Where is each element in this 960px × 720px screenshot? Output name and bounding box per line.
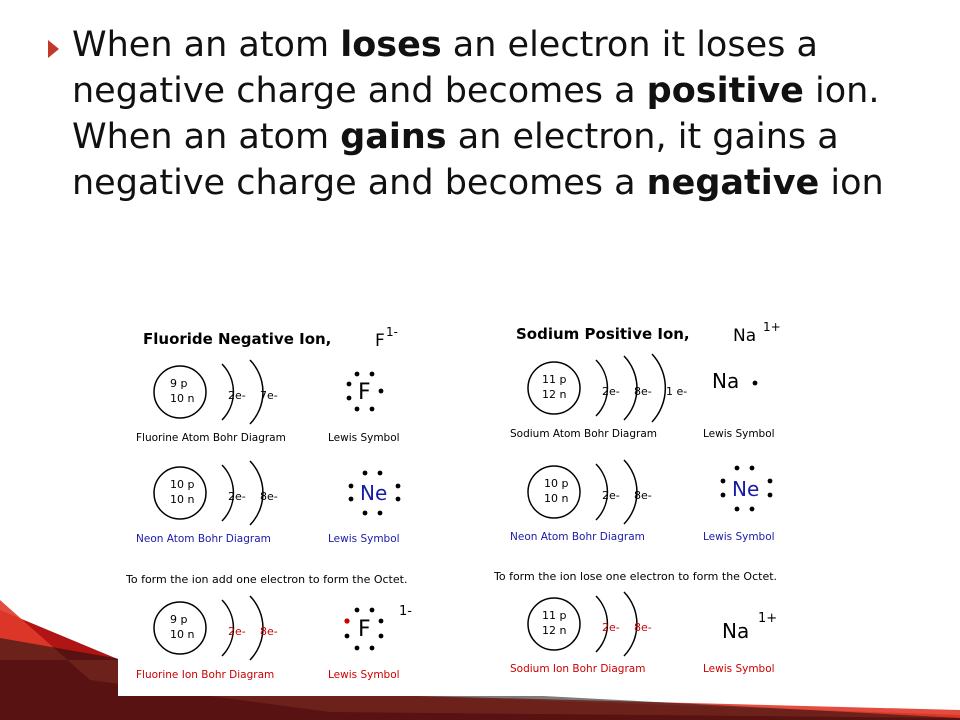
- caption: Sodium Atom Bohr Diagram: [510, 428, 658, 440]
- shell-1-electrons: 2e-: [228, 490, 246, 503]
- nucleus-protons: 11 p: [542, 373, 567, 386]
- lewis-caption: Lewis Symbol: [328, 533, 400, 545]
- lewis-element: Ne: [732, 477, 760, 501]
- shell-1-electrons: 2e-: [602, 621, 620, 634]
- nucleus-neutrons: 12 n: [542, 388, 567, 401]
- lewis-caption: Lewis Symbol: [703, 531, 775, 543]
- nucleus-protons: 11 p: [542, 609, 567, 622]
- bullet-text: [72, 22, 912, 206]
- bullet-emphasis: positive: [646, 71, 804, 111]
- fluorine-lewis-symbol: [328, 372, 400, 444]
- fluoride-ion-lewis-symbol: [328, 604, 412, 681]
- neon-atom-bohr-diagram-right: [510, 460, 652, 543]
- sodium-title-symbol: Na: [733, 326, 757, 346]
- nucleus-protons: 9 p: [170, 377, 188, 390]
- ion-charge: 1-: [399, 604, 412, 619]
- ion-formation-figure: [118, 306, 838, 696]
- fluoride-title: Fluoride Negative Ion,: [143, 330, 332, 348]
- shell-3: [652, 354, 665, 422]
- bullet-emphasis: loses: [340, 25, 442, 65]
- nucleus-neutrons: 10 n: [170, 628, 195, 641]
- lewis-caption: Lewis Symbol: [328, 432, 400, 444]
- fluorine-ion-bohr-diagram: [136, 596, 278, 681]
- fluoride-title-charge: 1-: [386, 325, 398, 339]
- shell-2-electrons: 8e-: [260, 490, 278, 503]
- shell-1-electrons: 2e-: [602, 489, 620, 502]
- lewis-element: Ne: [360, 481, 388, 505]
- shell-2-electrons: 8e-: [634, 385, 652, 398]
- sodium-column: [493, 320, 781, 675]
- bullet-run: an electron, it gains a negative charge and becomes a: [72, 117, 839, 203]
- lewis-caption: Lewis Symbol: [703, 428, 775, 440]
- sodium-ion-lewis-symbol: [703, 611, 777, 675]
- nucleus-protons: 9 p: [170, 613, 188, 626]
- fluoride-title-symbol: F: [375, 331, 385, 351]
- shell-2-electrons: 8e-: [260, 625, 278, 638]
- caption: Fluorine Ion Bohr Diagram: [136, 669, 275, 681]
- nucleus-neutrons: 10 n: [170, 493, 195, 506]
- nucleus-neutrons: 12 n: [542, 624, 567, 637]
- lewis-caption: Lewis Symbol: [703, 663, 775, 675]
- caption: Fluorine Atom Bohr Diagram: [136, 432, 286, 444]
- neon-atom-bohr-diagram-left: [136, 461, 278, 545]
- neon-lewis-symbol-left: [328, 471, 400, 545]
- caption: Sodium Ion Bohr Diagram: [510, 663, 646, 675]
- shell-2-electrons: 7e-: [260, 389, 278, 402]
- bullet-run: an electron it loses a negative charge and becomes a: [72, 25, 818, 111]
- fluorine-atom-bohr-diagram: [136, 360, 286, 444]
- bullet-emphasis: negative: [646, 163, 820, 203]
- shell-1-electrons: 2e-: [228, 389, 246, 402]
- nucleus-protons: 10 p: [544, 477, 569, 490]
- sodium-instruction: To form the ion lose one electron to form the Octet.: [494, 570, 778, 583]
- lewis-caption: Lewis Symbol: [328, 669, 400, 681]
- nucleus-neutrons: 10 n: [170, 392, 195, 405]
- neon-lewis-symbol-right: [703, 466, 775, 543]
- sodium-lewis-symbol: [703, 369, 775, 440]
- bullet-run: ion. When an atom: [72, 71, 880, 157]
- fluoride-instruction: To form the ion add one electron to form the Octet.: [126, 573, 408, 586]
- shell-1-electrons: 2e-: [228, 625, 246, 638]
- bullet-run: ion: [819, 163, 884, 203]
- caption: Neon Atom Bohr Diagram: [136, 533, 271, 545]
- shell-2-electrons: 8e-: [634, 489, 652, 502]
- bullet-arrow-icon: [48, 40, 59, 58]
- bullet-emphasis: gains: [340, 117, 447, 157]
- shell-2-electrons: 8e-: [634, 621, 652, 634]
- sodium-ion-bohr-diagram: [510, 592, 652, 675]
- lewis-element: Na: [712, 369, 740, 393]
- caption: Neon Atom Bohr Diagram: [510, 531, 645, 543]
- shell-1-electrons: 2e-: [602, 385, 620, 398]
- sodium-title-charge: 1+: [763, 320, 781, 334]
- bullet-run: When an atom: [72, 25, 341, 65]
- lewis-element: Na: [722, 619, 750, 643]
- sodium-atom-bohr-diagram: [510, 354, 687, 440]
- sodium-title: Sodium Positive Ion,: [516, 325, 690, 343]
- shell-3-electrons: 1 e-: [666, 385, 688, 398]
- lewis-element: F: [358, 380, 371, 405]
- nucleus-neutrons: 10 n: [544, 492, 569, 505]
- fluoride-column: [125, 325, 412, 681]
- lewis-element: F: [358, 617, 371, 642]
- nucleus-protons: 10 p: [170, 478, 195, 491]
- ion-charge: 1+: [758, 611, 778, 626]
